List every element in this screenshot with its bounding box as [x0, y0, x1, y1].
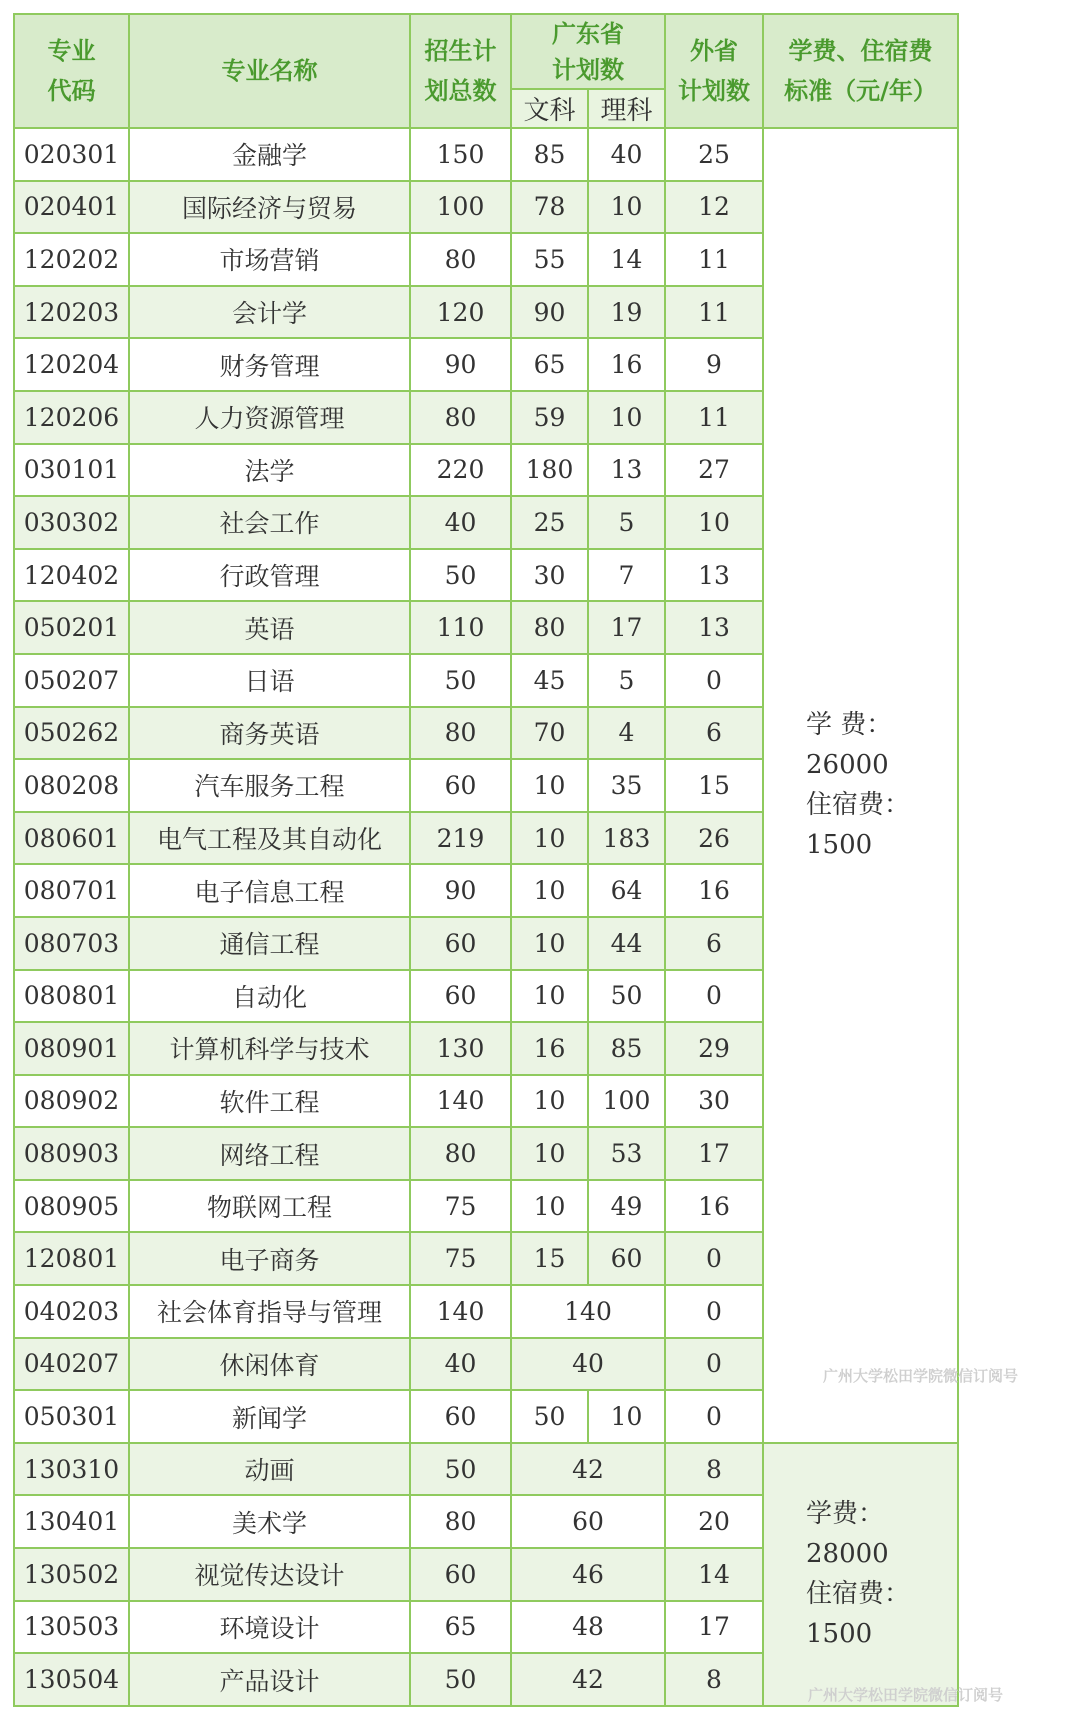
science-plan-cell: 50 — [588, 970, 665, 1023]
plan-total-cell: 50 — [410, 1443, 511, 1496]
arts-plan-cell: 10 — [511, 917, 588, 970]
arts-plan-cell: 50 — [511, 1390, 588, 1443]
major-name-cell: 通信工程 — [129, 917, 410, 970]
out-of-province-cell: 11 — [665, 233, 763, 286]
guangdong-plan-cell: 40 — [511, 1338, 665, 1391]
major-name-cell: 金融学 — [129, 128, 410, 181]
major-code-cell: 130401 — [14, 1495, 129, 1548]
major-code-cell: 130502 — [14, 1548, 129, 1601]
out-of-province-cell: 6 — [665, 917, 763, 970]
arts-plan-cell: 10 — [511, 759, 588, 812]
science-plan-cell: 5 — [588, 496, 665, 549]
arts-plan-cell: 85 — [511, 128, 588, 181]
major-code-cell: 080701 — [14, 864, 129, 917]
science-plan-cell: 35 — [588, 759, 665, 812]
arts-plan-cell: 65 — [511, 338, 588, 391]
arts-plan-cell: 70 — [511, 707, 588, 760]
science-plan-cell: 44 — [588, 917, 665, 970]
out-of-province-cell: 17 — [665, 1601, 763, 1654]
out-of-province-cell: 27 — [665, 444, 763, 497]
science-plan-cell: 100 — [588, 1075, 665, 1128]
plan-total-cell: 150 — [410, 128, 511, 181]
major-code-cell: 120402 — [14, 549, 129, 602]
out-of-province-cell: 0 — [665, 970, 763, 1023]
major-name-cell: 社会工作 — [129, 496, 410, 549]
major-name-cell: 人力资源管理 — [129, 391, 410, 444]
science-plan-cell: 7 — [588, 549, 665, 602]
major-name-cell: 网络工程 — [129, 1127, 410, 1180]
table-body — [14, 128, 958, 1706]
out-of-province-cell: 0 — [665, 1285, 763, 1338]
out-of-province-cell: 12 — [665, 181, 763, 234]
science-plan-cell: 183 — [588, 812, 665, 865]
major-code-cell: 120203 — [14, 286, 129, 339]
arts-plan-cell: 55 — [511, 233, 588, 286]
science-plan-cell: 64 — [588, 864, 665, 917]
science-plan-cell: 13 — [588, 444, 665, 497]
out-of-province-cell: 25 — [665, 128, 763, 181]
plan-total-cell: 90 — [410, 338, 511, 391]
plan-total-cell: 80 — [410, 1127, 511, 1180]
out-of-province-cell: 8 — [665, 1653, 763, 1706]
major-code-cell: 050301 — [14, 1390, 129, 1443]
plan-total-cell: 65 — [410, 1601, 511, 1654]
major-name-cell: 动画 — [129, 1443, 410, 1496]
major-name-cell: 财务管理 — [129, 338, 410, 391]
major-name-cell: 日语 — [129, 654, 410, 707]
major-name-cell: 电子商务 — [129, 1232, 410, 1285]
major-name-cell: 新闻学 — [129, 1390, 410, 1443]
arts-plan-cell: 10 — [511, 1180, 588, 1233]
plan-total-cell: 140 — [410, 1285, 511, 1338]
plan-total-cell: 100 — [410, 181, 511, 234]
science-plan-cell: 17 — [588, 601, 665, 654]
major-code-cell: 050207 — [14, 654, 129, 707]
major-code-cell: 080902 — [14, 1075, 129, 1128]
plan-total-cell: 60 — [410, 1548, 511, 1601]
major-code-cell: 030302 — [14, 496, 129, 549]
science-plan-cell: 14 — [588, 233, 665, 286]
watermark: 广州大学松田学院微信订阅号 — [823, 1367, 1019, 1385]
out-of-province-cell: 6 — [665, 707, 763, 760]
guangdong-plan-cell: 42 — [511, 1653, 665, 1706]
science-plan-cell: 53 — [588, 1127, 665, 1180]
major-name-cell: 法学 — [129, 444, 410, 497]
plan-total-cell: 50 — [410, 1653, 511, 1706]
header-code: 专业 代码 — [14, 14, 129, 128]
major-code-cell: 120204 — [14, 338, 129, 391]
out-of-province-cell: 16 — [665, 864, 763, 917]
arts-plan-cell: 25 — [511, 496, 588, 549]
plan-total-cell: 80 — [410, 1495, 511, 1548]
plan-total-cell: 40 — [410, 1338, 511, 1391]
out-of-province-cell: 14 — [665, 1548, 763, 1601]
science-plan-cell: 60 — [588, 1232, 665, 1285]
header-out-of-province: 外省 计划数 — [665, 14, 763, 128]
out-of-province-cell: 0 — [665, 1232, 763, 1285]
major-code-cell: 050262 — [14, 707, 129, 760]
out-of-province-cell: 11 — [665, 286, 763, 339]
major-name-cell: 行政管理 — [129, 549, 410, 602]
out-of-province-cell: 11 — [665, 391, 763, 444]
major-name-cell: 计算机科学与技术 — [129, 1022, 410, 1075]
out-of-province-cell: 15 — [665, 759, 763, 812]
plan-total-cell: 50 — [410, 654, 511, 707]
major-code-cell: 130503 — [14, 1601, 129, 1654]
science-plan-cell: 5 — [588, 654, 665, 707]
major-name-cell: 社会体育指导与管理 — [129, 1285, 410, 1338]
major-code-cell: 130504 — [14, 1653, 129, 1706]
table-row — [14, 128, 958, 181]
enrollment-plan-table — [13, 13, 959, 1707]
header-name: 专业名称 — [129, 14, 410, 128]
major-code-cell: 080905 — [14, 1180, 129, 1233]
major-name-cell: 软件工程 — [129, 1075, 410, 1128]
arts-plan-cell: 16 — [511, 1022, 588, 1075]
science-plan-cell: 40 — [588, 128, 665, 181]
major-code-cell: 020301 — [14, 128, 129, 181]
major-code-cell: 050201 — [14, 601, 129, 654]
out-of-province-cell: 17 — [665, 1127, 763, 1180]
science-plan-cell: 16 — [588, 338, 665, 391]
plan-total-cell: 40 — [410, 496, 511, 549]
arts-plan-cell: 80 — [511, 601, 588, 654]
header-science: 理科 — [588, 89, 665, 128]
plan-total-cell: 60 — [410, 1390, 511, 1443]
major-name-cell: 会计学 — [129, 286, 410, 339]
major-code-cell: 040203 — [14, 1285, 129, 1338]
guangdong-plan-cell: 48 — [511, 1601, 665, 1654]
arts-plan-cell: 10 — [511, 970, 588, 1023]
major-name-cell: 国际经济与贸易 — [129, 181, 410, 234]
arts-plan-cell: 10 — [511, 812, 588, 865]
plan-total-cell: 110 — [410, 601, 511, 654]
fee-standard-cell: 学费：28000 住宿费：1500 — [763, 1443, 958, 1706]
header-guangdong: 广东省 计划数 — [511, 14, 665, 89]
major-name-cell: 电子信息工程 — [129, 864, 410, 917]
fee-standard-cell: 学 费：26000 住宿费：1500 — [763, 128, 958, 1443]
header-fees: 学费、住宿费 标准（元/年） — [763, 14, 958, 128]
major-code-cell: 080903 — [14, 1127, 129, 1180]
arts-plan-cell: 90 — [511, 286, 588, 339]
plan-total-cell: 120 — [410, 286, 511, 339]
arts-plan-cell: 10 — [511, 864, 588, 917]
guangdong-plan-cell: 140 — [511, 1285, 665, 1338]
header-arts: 文科 — [511, 89, 588, 128]
arts-plan-cell: 15 — [511, 1232, 588, 1285]
out-of-province-cell: 30 — [665, 1075, 763, 1128]
plan-total-cell: 90 — [410, 864, 511, 917]
out-of-province-cell: 8 — [665, 1443, 763, 1496]
major-code-cell: 120206 — [14, 391, 129, 444]
arts-plan-cell: 78 — [511, 181, 588, 234]
out-of-province-cell: 0 — [665, 654, 763, 707]
plan-total-cell: 140 — [410, 1075, 511, 1128]
major-code-cell: 030101 — [14, 444, 129, 497]
major-name-cell: 产品设计 — [129, 1653, 410, 1706]
plan-total-cell: 80 — [410, 391, 511, 444]
major-code-cell: 130310 — [14, 1443, 129, 1496]
major-name-cell: 视觉传达设计 — [129, 1548, 410, 1601]
plan-total-cell: 219 — [410, 812, 511, 865]
major-code-cell: 080703 — [14, 917, 129, 970]
major-code-cell: 120801 — [14, 1232, 129, 1285]
arts-plan-cell: 59 — [511, 391, 588, 444]
major-code-cell: 040207 — [14, 1338, 129, 1391]
plan-total-cell: 130 — [410, 1022, 511, 1075]
out-of-province-cell: 13 — [665, 549, 763, 602]
out-of-province-cell: 13 — [665, 601, 763, 654]
plan-total-cell: 75 — [410, 1180, 511, 1233]
header-total: 招生计 划总数 — [410, 14, 511, 128]
science-plan-cell: 4 — [588, 707, 665, 760]
out-of-province-cell: 9 — [665, 338, 763, 391]
watermark: 广州大学松田学院微信订阅号 — [808, 1686, 1004, 1704]
major-code-cell: 020401 — [14, 181, 129, 234]
plan-total-cell: 75 — [410, 1232, 511, 1285]
major-code-cell: 080901 — [14, 1022, 129, 1075]
major-name-cell: 环境设计 — [129, 1601, 410, 1654]
plan-total-cell: 60 — [410, 917, 511, 970]
major-code-cell: 080208 — [14, 759, 129, 812]
major-name-cell: 自动化 — [129, 970, 410, 1023]
out-of-province-cell: 16 — [665, 1180, 763, 1233]
out-of-province-cell: 20 — [665, 1495, 763, 1548]
major-name-cell: 美术学 — [129, 1495, 410, 1548]
arts-plan-cell: 10 — [511, 1127, 588, 1180]
out-of-province-cell: 10 — [665, 496, 763, 549]
major-name-cell: 市场营销 — [129, 233, 410, 286]
major-code-cell: 080801 — [14, 970, 129, 1023]
major-name-cell: 商务英语 — [129, 707, 410, 760]
plan-total-cell: 60 — [410, 970, 511, 1023]
major-name-cell: 物联网工程 — [129, 1180, 410, 1233]
plan-total-cell: 80 — [410, 707, 511, 760]
out-of-province-cell: 0 — [665, 1390, 763, 1443]
plan-total-cell: 60 — [410, 759, 511, 812]
major-name-cell: 电气工程及其自动化 — [129, 812, 410, 865]
guangdong-plan-cell: 60 — [511, 1495, 665, 1548]
major-code-cell: 080601 — [14, 812, 129, 865]
science-plan-cell: 19 — [588, 286, 665, 339]
science-plan-cell: 85 — [588, 1022, 665, 1075]
science-plan-cell: 49 — [588, 1180, 665, 1233]
table-row — [14, 1443, 958, 1496]
arts-plan-cell: 30 — [511, 549, 588, 602]
out-of-province-cell: 0 — [665, 1338, 763, 1391]
out-of-province-cell: 29 — [665, 1022, 763, 1075]
guangdong-plan-cell: 46 — [511, 1548, 665, 1601]
science-plan-cell: 10 — [588, 391, 665, 444]
major-name-cell: 休闲体育 — [129, 1338, 410, 1391]
arts-plan-cell: 180 — [511, 444, 588, 497]
major-code-cell: 120202 — [14, 233, 129, 286]
plan-total-cell: 220 — [410, 444, 511, 497]
arts-plan-cell: 45 — [511, 654, 588, 707]
plan-total-cell: 80 — [410, 233, 511, 286]
out-of-province-cell: 26 — [665, 812, 763, 865]
science-plan-cell: 10 — [588, 1390, 665, 1443]
plan-total-cell: 50 — [410, 549, 511, 602]
guangdong-plan-cell: 42 — [511, 1443, 665, 1496]
major-name-cell: 汽车服务工程 — [129, 759, 410, 812]
arts-plan-cell: 10 — [511, 1075, 588, 1128]
enrollment-plan-table-container — [13, 13, 959, 1707]
science-plan-cell: 10 — [588, 181, 665, 234]
major-name-cell: 英语 — [129, 601, 410, 654]
